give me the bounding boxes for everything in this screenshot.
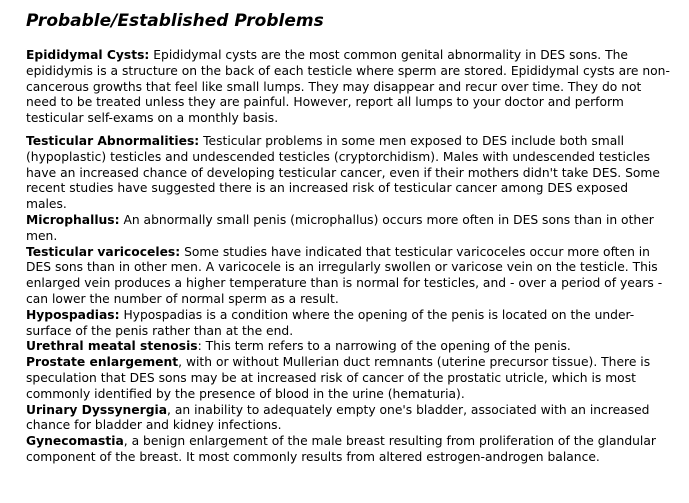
section-term: Hypospadias: [26,307,120,322]
section-text: Testicular problems in some men exposed to DES include both small (hypoplastic) testicles and undescended testicles (cryptorchidism). Males with undescended testicles have an increased chance of developing testicular cancer, even if their mothers didn't take DES. Some recent studies have suggested there is an increased risk of testicular cancer among DES exposed males. [26,133,660,212]
section-text: Hypospadias is a condition where the opening of the penis is located on the under-surface of the penis rather than at the end. [26,307,635,338]
section-text: , an inability to adequately empty one's bladder, associated with an increased chance for bladder and kidney infections. [26,402,650,433]
section-term: Gynecomastia [26,434,124,449]
section-term: Testicular Abnormalities: [26,133,200,148]
section-term: Urinary Dyssynergia [26,402,168,417]
section-microphallus [26,213,671,245]
section-hypospadias [26,308,671,340]
section-text: An abnormally small penis (microphallus) occurs more often in DES sons than in other men. [26,212,654,243]
section-text: Some studies have indicated that testicular varicoceles occur more often in DES sons than in other men. A varicocele is an irregularly swollen or varicose vein on the testicle. This enlarged vein produces a higher temperature than is normal for testicles, and - over a period of years - can lower the number of normal sperm as a result. [26,244,663,306]
section-term: Prostate enlargement [26,355,179,370]
section-text: Epididymal cysts are the most common genital abnormality in DES sons. The epididymis is a structure on the back of each testicle where sperm are stored. Epididymal cysts are non-cancerous growths that feel like small lumps. They may disappear and recur over time. They do not need to be treated unless they are painful. However, report all lumps to your doctor and perform testicular self-exams on a monthly basis. [26,48,670,126]
section-text: : This term refers to a narrowing of the opening of the penis. [197,339,571,354]
problems-list [26,48,671,466]
section-term: Microphallus: [26,212,120,227]
section-text: , a benign enlargement of the male breast resulting from proliferation of the glandular component of the breast. It most commonly results from altered estrogen-androgen balance. [26,434,656,464]
section-text: , with or without Mullerian duct remnants (uterine precursor tissue). There is speculation that DES sons may be at increased risk of cancer of the prostatic utricle, which is most commonly identified by the presence of blood in the urine (hematuria). [26,355,651,401]
section-testicular-varicoceles [26,245,671,308]
section-term: Testicular varicoceles: [26,244,181,259]
section-term: Epididymal Cysts: [26,48,150,62]
section-urethral-meatal-stenosis [26,339,671,355]
page-heading: Probable/Established Problems [26,11,324,31]
section-testicular-abnormalities [26,134,671,213]
section-urinary-dyssynergia [26,403,671,435]
section-prostate-enlargement [26,355,671,402]
section-gynecomastia [26,434,671,466]
section-term: Urethral meatal stenosis [26,339,198,354]
section-epididymal-cysts [26,48,671,127]
